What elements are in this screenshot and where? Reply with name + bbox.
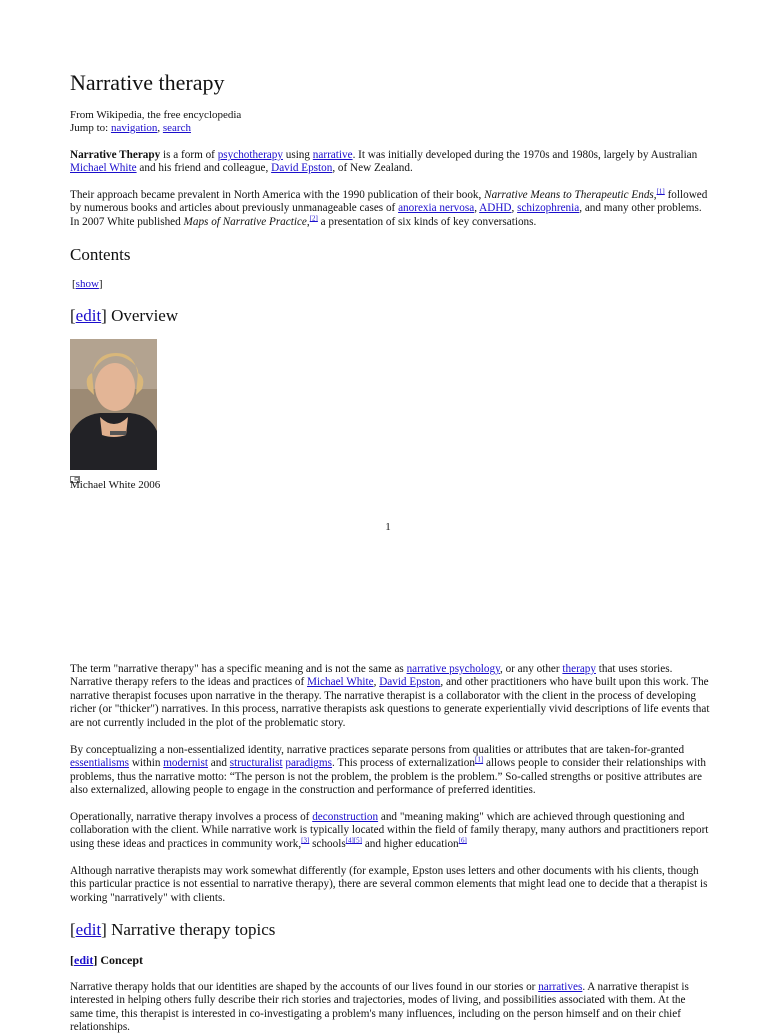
text: and "meaning making" which are achieved through questioning and collaboration with the client. While narrative work is typically located within the field of family therapy, many authors and practitioners report using these ideas and practices in community work,: [70, 811, 709, 850]
jump-prefix: Jump to:: [70, 122, 111, 134]
adhd-link[interactable]: ADHD: [479, 202, 512, 215]
michael-white-link[interactable]: Michael White: [70, 162, 137, 175]
text: is a form of: [160, 149, 218, 161]
text: . A narrative therapist is interested in helping others fully describe their rich stories and trajectories, modes of living, and possibilities associated with them. At the same time, this therapist is interested in co-investigating a problem's many influences, including on the person himself and on their chief relationships.: [70, 981, 689, 1034]
body-paragraph-4: Although narrative therapists may work somewhat differently (for example, Epston uses letters and other documents with his clients, though this particular practice is not essential to narrative therapy), there are several common elements that might lead one to decide that a therapist is working "narratively" with clients.: [70, 865, 708, 904]
narrative-link[interactable]: narrative: [312, 149, 353, 161]
bracket: ]: [93, 953, 101, 967]
text: , or any other: [499, 663, 563, 675]
text: By conceptualizing a non-essentialized identity, narrative practices separate persons from qualities or attributes that are taken-for-granted: [70, 744, 685, 756]
overview-heading: [70, 306, 178, 326]
anorexia-link[interactable]: anorexia nervosa: [398, 202, 475, 215]
topics-heading: [70, 920, 275, 940]
bracket: ]: [98, 278, 103, 290]
concept-paragraph: [70, 981, 710, 1035]
page-title: Narrative therapy: [70, 70, 225, 95]
deconstruction-link[interactable]: deconstruction: [312, 811, 379, 823]
text: and higher education: [362, 837, 459, 850]
text: ,: [474, 202, 480, 215]
book-title: Maps of Narrative Practice: [183, 215, 307, 228]
narratives-link[interactable]: narratives: [538, 981, 583, 993]
portrait-illustration: [70, 339, 157, 470]
citation-link[interactable]: [6]: [458, 836, 467, 845]
text: followed by numerous books and articles about previously unmanageable cases of: [70, 189, 708, 215]
source-note: From Wikipedia, the free encyclopedia: [70, 109, 242, 121]
edit-overview-link[interactable]: edit: [75, 306, 102, 325]
citation-link[interactable]: [1]: [656, 187, 665, 196]
body-paragraph-1: [70, 663, 710, 730]
text: The term "narrative therapy" has a specific meaning and is not the same as: [70, 663, 407, 675]
bracket: [: [72, 278, 76, 290]
structuralist-link[interactable]: structuralist: [229, 757, 283, 770]
citation-link[interactable]: [4][5]: [345, 836, 363, 845]
michael-white-photo[interactable]: [70, 339, 157, 470]
text: within: [129, 757, 164, 770]
text: and his friend and colleague,: [136, 162, 272, 175]
intro-paragraph-2: [70, 189, 710, 229]
text: , and many other problems. In 2007 White published: [70, 202, 702, 228]
text: ,: [653, 189, 657, 201]
text: that uses stories. Narrative therapy refers to the ideas and practices of: [70, 663, 673, 689]
intro-paragraph-1: [70, 149, 710, 176]
contents-heading: Contents: [70, 245, 131, 264]
navigation-link[interactable]: navigation: [110, 122, 158, 134]
schizophrenia-link[interactable]: schizophrenia: [517, 202, 580, 215]
term-bold: Narrative Therapy: [70, 149, 161, 161]
bracket: [: [70, 306, 76, 325]
bracket: [: [70, 920, 76, 939]
search-link[interactable]: search: [162, 122, 191, 134]
citation-link[interactable]: [3]: [301, 836, 310, 845]
concept-heading: [70, 953, 143, 968]
essentialisms-link[interactable]: essentialisms: [70, 757, 130, 770]
text: schools: [309, 837, 346, 850]
text: Narrative therapy holds that our identities are shaped by the accounts of our lives found in our stories or: [70, 981, 539, 993]
therapy-link[interactable]: therapy: [562, 663, 596, 675]
bracket: ]: [101, 920, 112, 939]
jump-to: [70, 122, 191, 135]
section-title: Overview: [111, 306, 179, 325]
text: using: [282, 149, 313, 161]
text: , and other practitioners who have built upon this work. The narrative therapist focuses upon narrative in the therapy. The narrative therapist is a collaborator with the client in the process of developing richer (or "thicker") narratives. In this process, narrative therapists ask questions to generate experientially vivid descriptions of life events that are not currently included in the plot of the problematic story.: [70, 676, 710, 729]
citation-link[interactable]: [2]: [309, 214, 318, 223]
contents-toggle: [72, 278, 103, 291]
text: . This process of externalization: [331, 757, 475, 770]
citation-link[interactable]: [1]: [474, 755, 484, 764]
text: . It was initially developed during the 1970s and 1980s, largely by Australian: [352, 149, 698, 161]
section-title: Narrative therapy topics: [111, 920, 276, 939]
jump-separator: ,: [157, 122, 163, 134]
photo-caption: Michael White 2006: [70, 479, 161, 491]
body-paragraph-2: [70, 744, 710, 798]
text: , of New Zealand.: [332, 162, 413, 175]
narrative-psychology-link[interactable]: narrative psychology: [406, 663, 500, 675]
show-contents-link[interactable]: show: [75, 278, 99, 290]
modernist-link[interactable]: modernist: [163, 757, 208, 770]
david-epston-link[interactable]: David Epston: [271, 162, 333, 175]
paradigms-link[interactable]: paradigms: [285, 757, 332, 770]
book-title: Narrative Means to Therapeutic Ends: [484, 189, 654, 201]
bracket: ]: [101, 306, 112, 325]
text: and: [207, 757, 230, 770]
edit-topics-link[interactable]: edit: [75, 920, 102, 939]
michael-white-link[interactable]: Michael White: [307, 676, 374, 689]
text: Their approach became prevalent in North America with the 1990 publication of their book,: [70, 189, 485, 201]
text: a presentation of six kinds of key conversations.: [317, 215, 537, 228]
text: ,: [511, 202, 518, 215]
text: ,: [373, 676, 380, 689]
enlarge-icon[interactable]: [70, 470, 80, 477]
text: Operationally, narrative therapy involves a process of: [70, 811, 313, 823]
page-number: 1: [385, 521, 391, 533]
edit-concept-link[interactable]: edit: [74, 953, 94, 967]
section-title: Concept: [100, 953, 144, 967]
text: ,: [306, 215, 310, 228]
bracket: [: [70, 953, 74, 967]
david-epston-link[interactable]: David Epston: [379, 676, 441, 689]
text: allows people to consider their relationships with problems, thus the narrative motto: “The person is not the problem, the problem is the problem.” So-called strengths or positive attributes are also externalized, allowing people to engage in the construction and performance of preferred identities.: [70, 757, 706, 797]
psychotherapy-link[interactable]: psychotherapy: [217, 149, 283, 161]
body-paragraph-3: [70, 811, 710, 851]
